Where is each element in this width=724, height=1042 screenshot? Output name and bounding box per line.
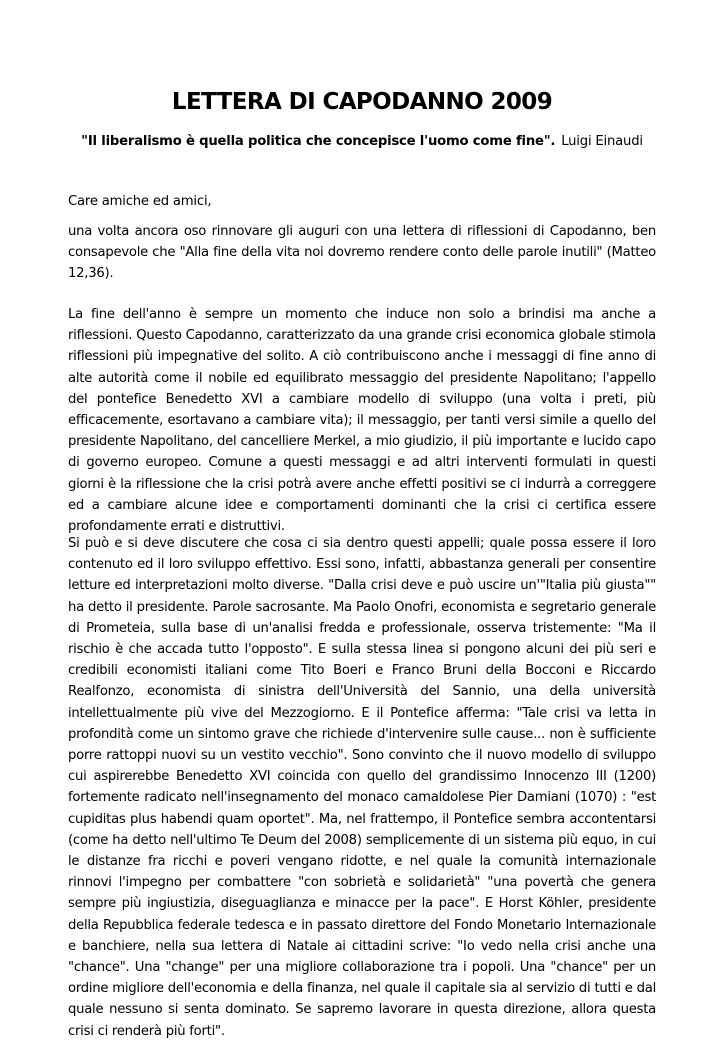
paragraph: La fine dell'anno è sempre un momento che induce non solo a brindisi ma anche a riflessioni. Questo Capodanno, caratterizzato da una grande crisi economica globale stimola riflessioni più impegnative del solito. A ciò contribuiscono anche i messaggi di fine anno di alte autorità come il nobile ed equilibrato messaggio del presidente Napolitano; l'appello del pontefice Benedetto XVI a cambiare modello di sviluppo (una volta i preti, più efficacemente, esortavano a cambiare vita); il messaggio, per tanti versi simile a quello del presidente Napolitano, del cancelliere Merkel, a mio giudizio, il più importante e lucido capo di governo europeo. Comune a questi messaggi e ad altri interventi formulati in questi giorni è la riflessione che la crisi potrà avere anche effetti positivi se ci indurrà a correggere ed a cambiare alcune idee e comportamenti dominanti che la crisi ci certifica essere profondamente errati e distruttivi. (68, 307, 656, 535)
epigraph-quote: "Il liberalismo è quella politica che concepisce l'uomo come fine". (81, 134, 556, 149)
salutation: Care amiche ed amici, (68, 194, 212, 209)
paragraph: una volta ancora oso rinnovare gli auguri con una lettera di riflessioni di Capodanno, ben consapevole che "Alla fine della vita noi dovremo rendere conto delle parole inutili" (Matteo 12,36). (68, 224, 656, 282)
document-title: LETTERA DI CAPODANNO 2009 (171, 89, 553, 115)
paragraph: Si può e si deve discutere che cosa ci sia dentro questi appelli; quale possa essere il loro contenuto ed il loro sviluppo effettivo. Essi sono, infatti, abbastanza generali per consentire letture ed interpretazioni molto diverse. "Dalla crisi deve e può uscire un'"Italia più giusta"" ha detto il presidente. Parole sacrosante. Ma Paolo Onofri, economista e segretario generale di Prometeia, sulla base di un'analisi fredda e professionale, osserva tristemente: "Ma il rischio è che accada tutto l'opposto". E sulla stessa linea si pongono alcuni dei più seri e credibili economisti italiani come Tito Boeri e Franco Bruni della Bocconi e Riccardo Realfonzo, economista di sinistra dell'Università del Sannio, una della università intellettualmente più vive del Mezzogiorno. E il Pontefice afferma: "Tale crisi va letta in profondità come un sintomo grave che richiede d'intervenire sulle cause... non è sufficiente porre rattoppi nuovi su un vestito vecchio". Sono convinto che il nuovo modello di sviluppo cui aspirerebbe Benedetto XVI coincida con quello del grandissimo Innocenzo III (1200) fortemente radicato nell'insegnamento del monaco camaldolese Pier Damiani (1070) : "est cupiditas plus habendi quam oportet". Ma, nel frattempo, il Pontefice sembra accontentarsi (come ha detto nell'ultimo Te Deum del 2008) semplicemente di un sistema più equo, in cui le distanze fra ricchi e poveri vengano ridotte, e nel quale la comunità internazionale rinnovi l'impegno per combattere "con sobrietà e solidarietà" "una povertà che genera sempre più ingiustizia, diseguaglianza e minacce per la pace". E Horst Köhler, presidente della Repubblica federale tedesca e in passato direttore del Fondo Monetario Internazionale e banchiere, nella sua lettera di Natale ai cittadini scrive: "Io vedo nella crisi anche una "chance". Una "change" per una migliore collaborazione tra i popoli. Una "chance" per un ordine migliore dell'economia e della finanza, nel quale il capitale sia al servizio di tutti e dal quale nessuno si senta dominato. Se sapremo lavorare in questa direzione, allora questa crisi ci renderà più forti". (68, 536, 656, 1039)
epigraph-author: Luigi Einaudi (561, 134, 643, 149)
epigraph (0, 132, 724, 152)
